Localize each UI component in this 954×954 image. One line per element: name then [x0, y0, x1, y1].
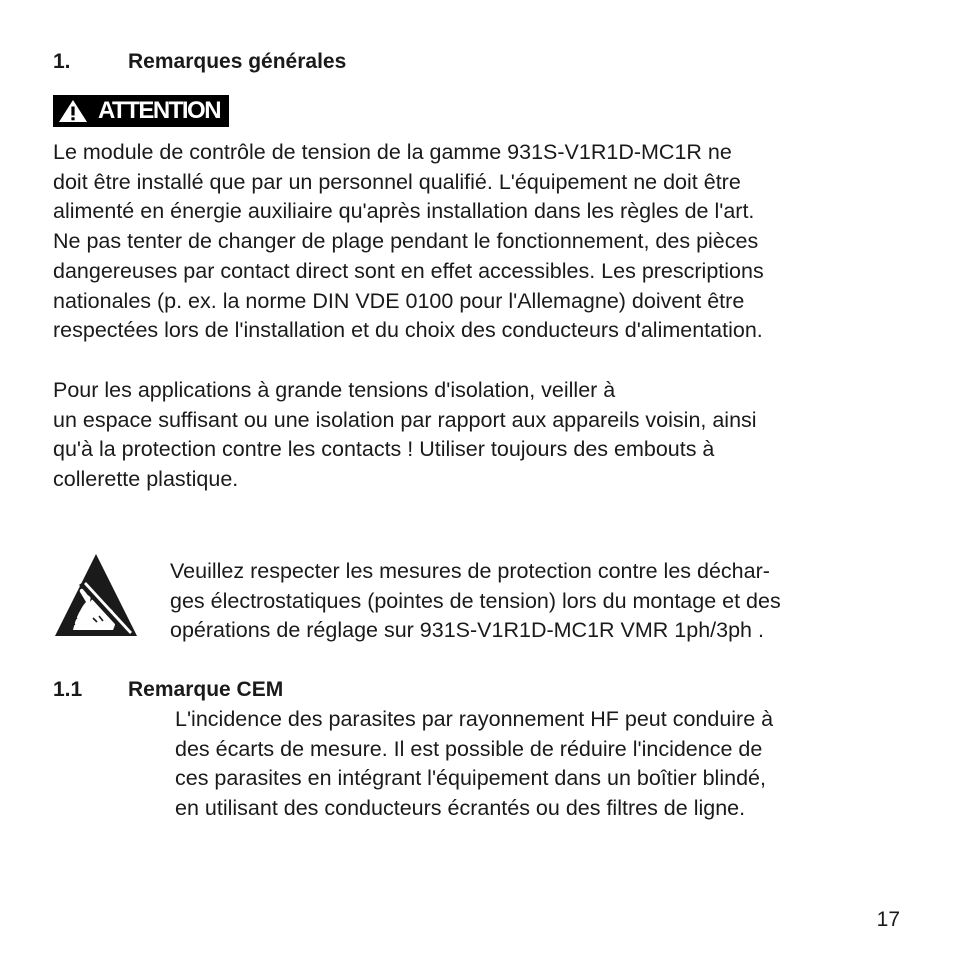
page-number: 17 — [876, 908, 900, 931]
text-line: ges électrostatiques (pointes de tension) lors du montage et des — [170, 588, 781, 613]
text-line: Veuillez respecter les mesures de protection contre les déchar- — [170, 559, 770, 583]
subsection-title: Remarque CEM — [128, 678, 284, 701]
esd-warning-icon — [53, 552, 139, 638]
text-line: doit être installé que par un personnel qualifié. L'équipement ne doit être — [53, 169, 741, 194]
text-line: un espace suffisant ou une isolation par rapport aux appareils voisin, ainsi — [53, 407, 757, 432]
section-heading — [53, 48, 653, 76]
text-line: opérations de réglage sur 931S-V1R1D-MC1R VMR 1ph/3ph . — [170, 618, 764, 643]
text-line: respectées lors de l'installation et du choix des conducteurs d'alimentation. — [53, 318, 763, 343]
text-line: en utilisant des conducteurs écrantés ou des filtres de ligne. — [175, 796, 746, 821]
insulation-paragraph — [53, 376, 757, 495]
emc-paragraph — [175, 705, 773, 824]
text-line: qu'à la protection contre les contacts ! Utiliser toujours des embouts à — [53, 437, 715, 462]
attention-label: ATTENTION — [98, 97, 221, 124]
subsection-number: 1.1 — [53, 678, 83, 701]
text-line: L'incidence des parasites par rayonnement HF peut conduire à — [175, 707, 774, 731]
section-number: 1. — [53, 50, 71, 73]
text-line: dangereuses par contact direct sont en effet accessibles. Les prescriptions — [53, 258, 764, 283]
attention-badge — [53, 95, 229, 127]
text-line: collerette plastique. — [53, 467, 239, 492]
text-line: Pour les applications à grande tensions d'isolation, veiller à — [53, 378, 616, 402]
text-line: alimenté en énergie auxiliaire qu'après installation dans les règles de l'art. — [53, 199, 755, 224]
section-title: Remarques générales — [128, 50, 347, 73]
text-line: Ne pas tenter de changer de plage pendant le fonctionnement, des pièces — [53, 229, 759, 254]
text-line: nationales (p. ex. la norme DIN VDE 0100 pour l'Allemagne) doivent être — [53, 288, 745, 313]
text-line: ces parasites en intégrant l'équipement dans un boîtier blindé, — [175, 766, 766, 791]
text-line: des écarts de mesure. Il est possible de réduire l'incidence de — [175, 736, 763, 761]
subsection-heading — [53, 676, 653, 704]
safety-paragraph — [53, 138, 764, 346]
warning-icon — [58, 99, 98, 123]
text-line: Le module de contrôle de tension de la gamme 931S-V1R1D-MC1R ne — [53, 140, 732, 164]
esd-notice-text — [170, 557, 781, 646]
